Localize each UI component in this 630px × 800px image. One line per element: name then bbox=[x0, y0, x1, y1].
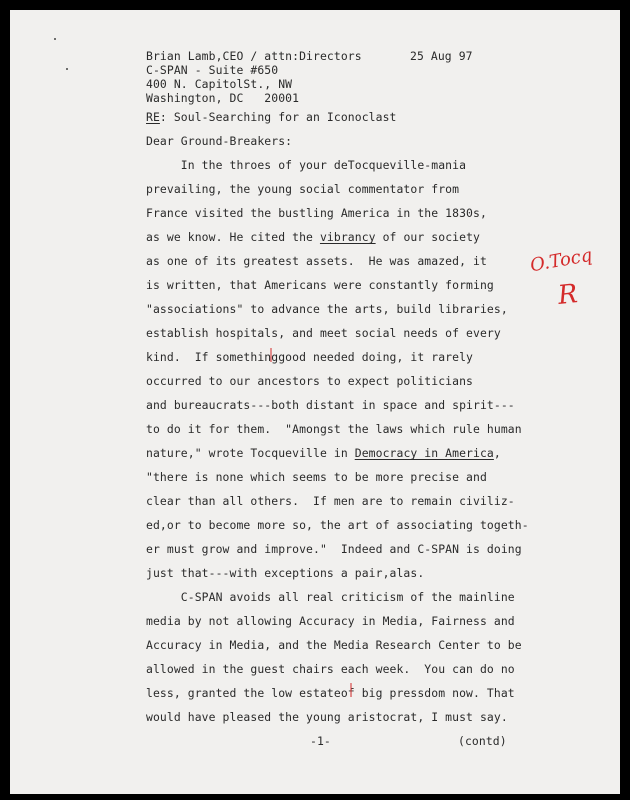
body-line: occurred to our ancestors to expect politicians bbox=[146, 374, 474, 388]
page-number: -1- bbox=[310, 734, 331, 748]
body-line: C-SPAN avoids all real criticism of the mainline bbox=[146, 590, 515, 604]
body-text: of our society bbox=[375, 230, 480, 244]
letter-date: 25 Aug 97 bbox=[410, 49, 473, 63]
address-line-2: C-SPAN - Suite #650 bbox=[146, 63, 279, 77]
body-line: media by not allowing Accuracy in Media, Fairness and bbox=[146, 614, 515, 628]
body-text: as we know. He cited the bbox=[146, 230, 320, 244]
stray-mark bbox=[66, 68, 68, 70]
body-line bbox=[146, 446, 501, 460]
body-line: "associations" to advance the arts, build libraries, bbox=[146, 302, 508, 316]
body-line: "there is none which seems to be more precise and bbox=[146, 470, 487, 484]
address-line-4: Washington, DC 20001 bbox=[146, 91, 300, 105]
body-line: to do it for them. "Amongst the laws which rule human bbox=[146, 422, 522, 436]
body-line bbox=[146, 230, 480, 244]
body-line: prevailing, the young social commentator from bbox=[146, 182, 460, 196]
letter-page bbox=[10, 10, 620, 794]
body-line: just that---with exceptions a pair,alas. bbox=[146, 566, 425, 580]
book-title: Democracy in America bbox=[354, 446, 494, 460]
body-line: is written, that Americans were constantly forming bbox=[146, 278, 494, 292]
body-line: establish hospitals, and meet social needs of every bbox=[146, 326, 501, 340]
body-line: allowed in the guest chairs each week. You can do no bbox=[146, 662, 515, 676]
body-line: kind. If somethinggood needed doing, it rarely bbox=[146, 350, 474, 364]
body-line: Accuracy in Media, and the Media Research Center to be bbox=[146, 638, 522, 652]
margin-note-tocq: O.Tocq bbox=[528, 244, 594, 277]
body-text: , bbox=[493, 446, 501, 460]
margin-note-r: R bbox=[556, 279, 580, 311]
salutation: Dear Ground-Breakers: bbox=[146, 134, 293, 148]
body-line: would have pleased the young aristocrat, I must say. bbox=[146, 710, 508, 724]
address-line-3: 400 N. CapitolSt., NW bbox=[146, 77, 293, 91]
continued-marker: (contd) bbox=[458, 734, 507, 748]
red-correction-mark bbox=[269, 348, 273, 362]
body-line: and bureaucrats---both distant in space and spirit--- bbox=[146, 398, 515, 412]
stray-mark bbox=[54, 38, 56, 40]
body-line: France visited the bustling America in the 1830s, bbox=[146, 206, 487, 220]
body-line: er must grow and improve." Indeed and C-SPAN is doing bbox=[146, 542, 522, 556]
body-line: In the throes of your deTocqueville-mania bbox=[146, 158, 467, 172]
underlined-word: vibrancy bbox=[319, 230, 376, 244]
subject-text: : Soul-Searching for an Iconoclast bbox=[159, 110, 397, 124]
address-line-1: Brian Lamb,CEO / attn:Directors bbox=[146, 49, 362, 63]
body-line: as one of its greatest assets. He was amazed, it bbox=[146, 254, 487, 268]
body-line: clear than all others. If men are to remain civiliz- bbox=[146, 494, 515, 508]
subject-line bbox=[146, 110, 397, 124]
red-correction-mark bbox=[349, 683, 353, 697]
body-line: less, granted the low estateof big pressdom now. That bbox=[146, 686, 515, 700]
body-line: ed,or to become more so, the art of associating togeth- bbox=[146, 518, 529, 532]
subject-prefix: RE bbox=[146, 110, 160, 124]
body-text: nature," wrote Tocqueville in bbox=[146, 446, 355, 460]
